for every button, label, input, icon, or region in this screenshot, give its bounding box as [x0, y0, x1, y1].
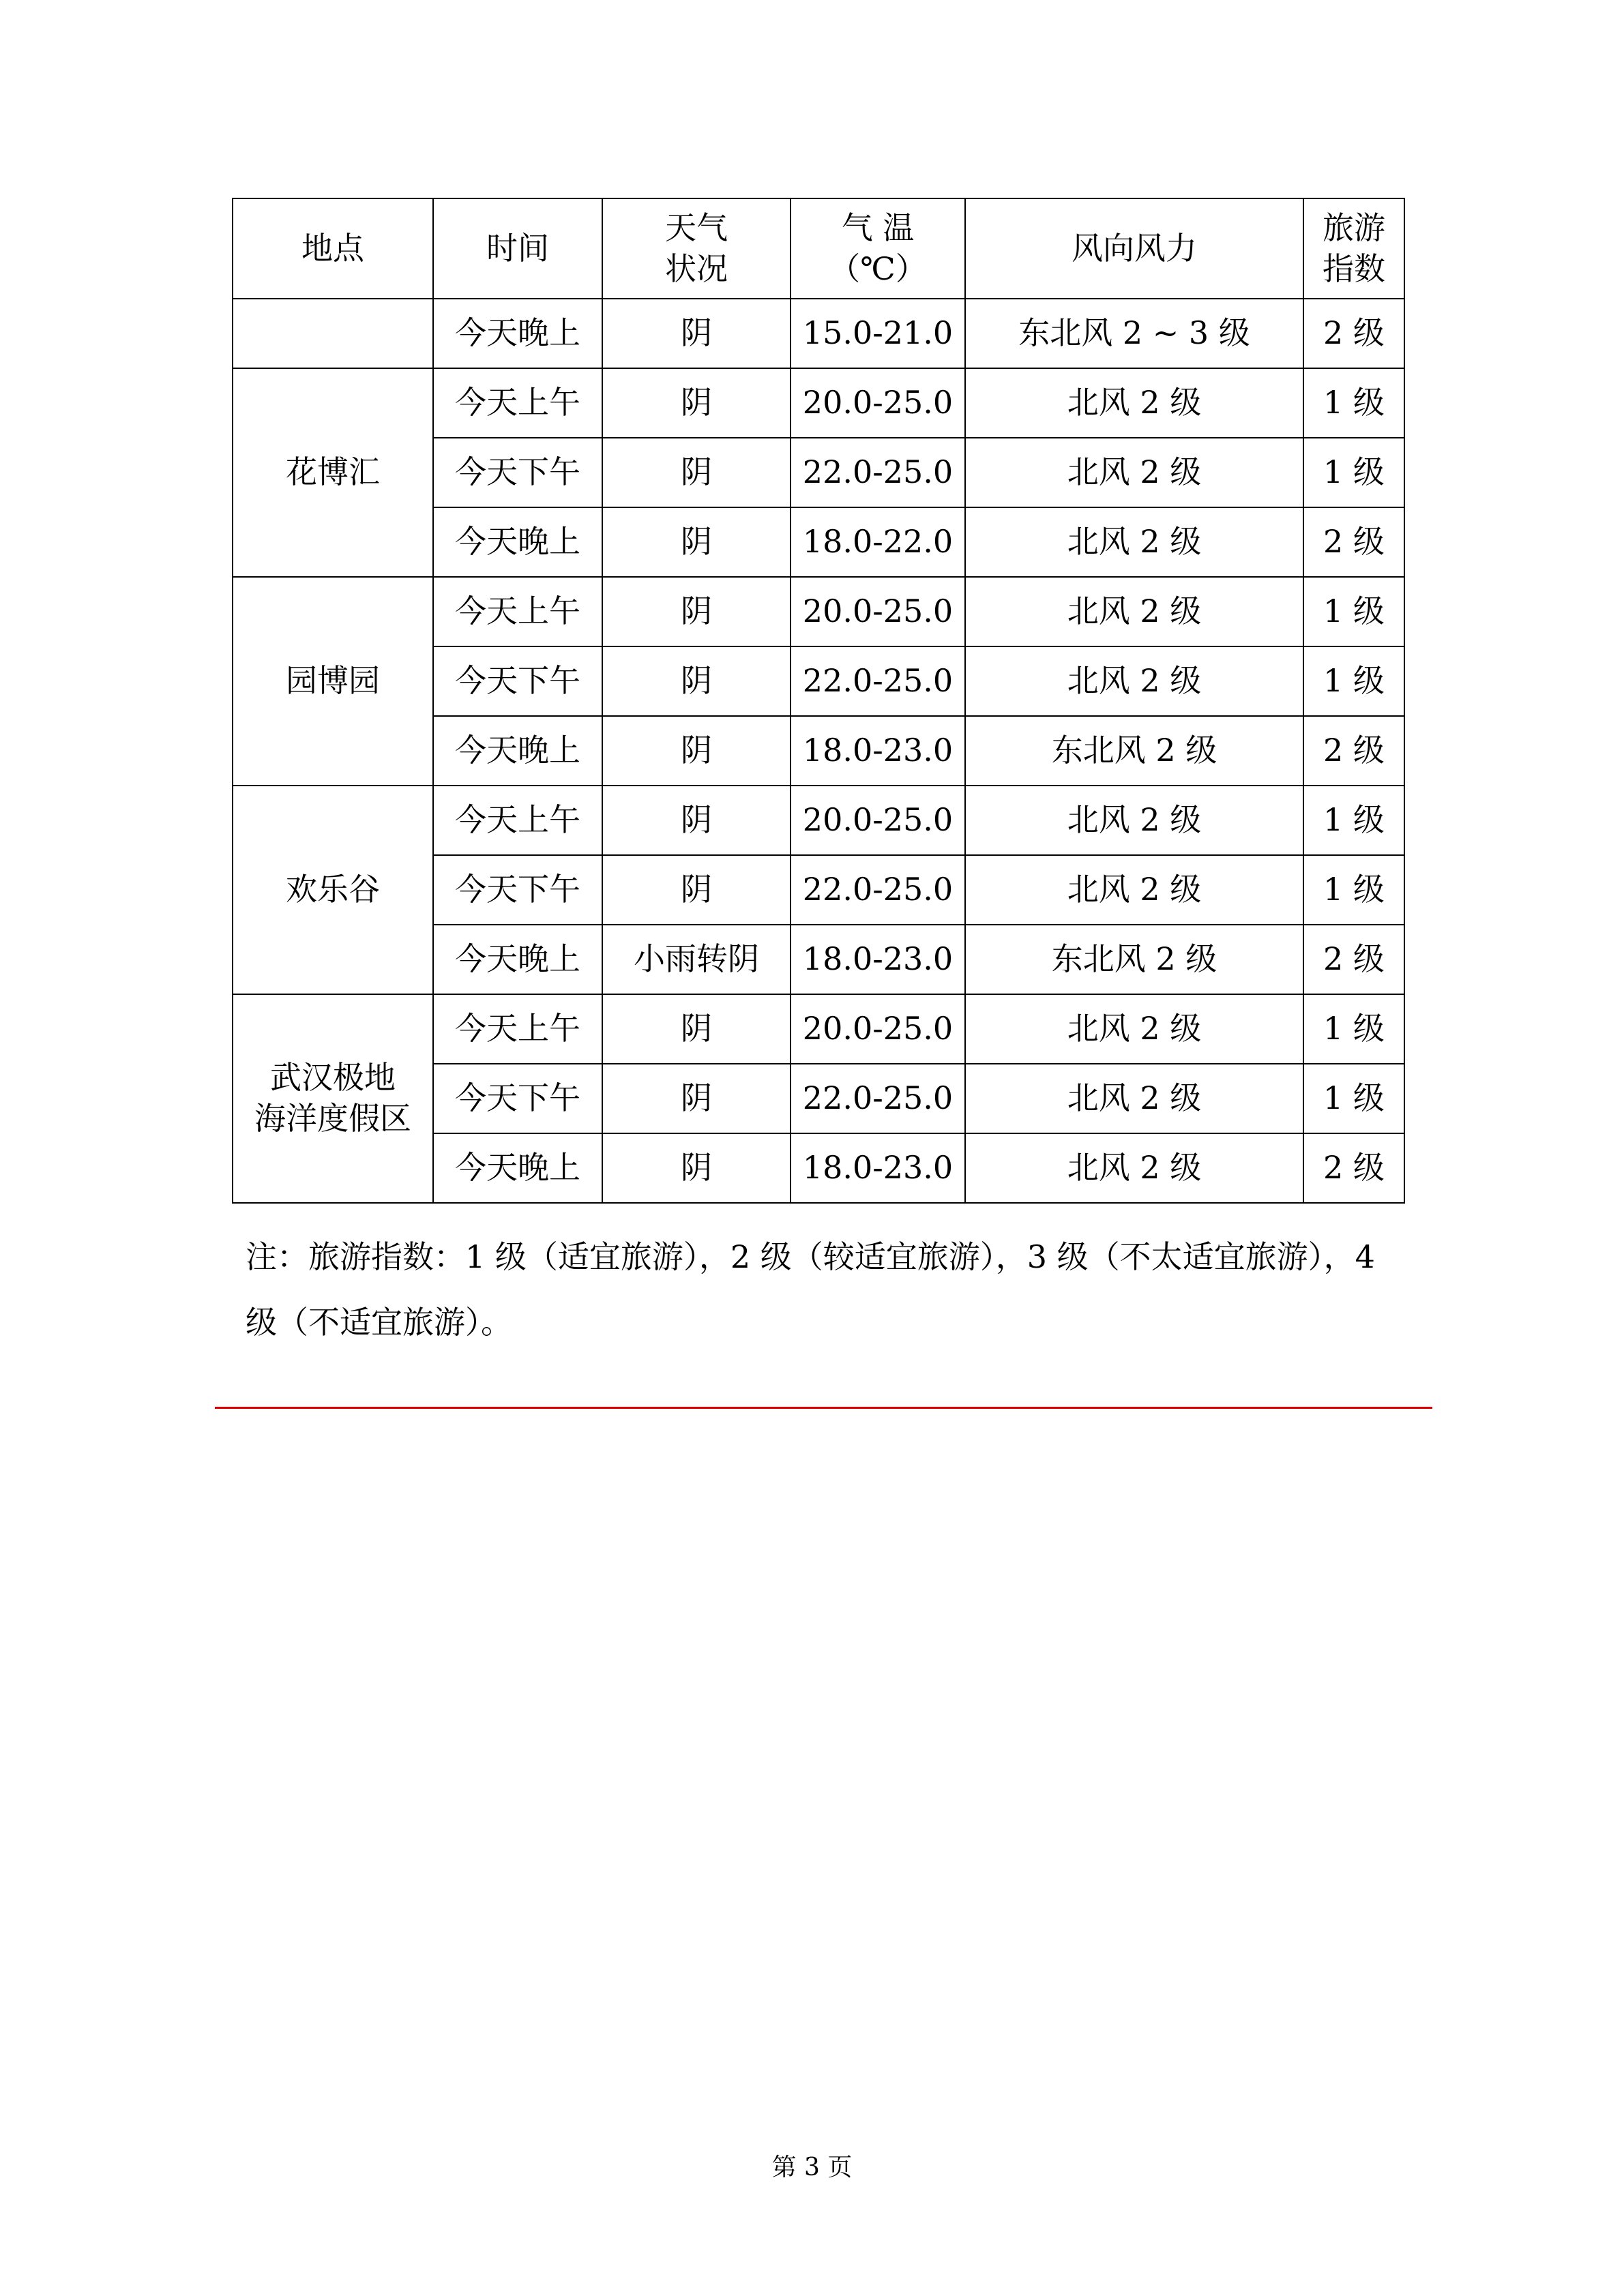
index-cell: 1 级: [1303, 368, 1404, 438]
index-cell: 2 级: [1303, 507, 1404, 577]
header-wind: 风向风力: [965, 198, 1303, 299]
weather-cell: 阴: [602, 299, 791, 368]
temperature-cell: 15.0-21.0: [791, 299, 965, 368]
header-weather: 天气 状况: [602, 198, 791, 299]
time-cell: 今天下午: [433, 855, 602, 925]
time-cell: 今天晚上: [433, 507, 602, 577]
wind-cell: 东北风 2 级: [965, 716, 1303, 786]
index-cell: 1 级: [1303, 577, 1404, 646]
index-cell: 2 级: [1303, 1133, 1404, 1203]
table-row: [233, 368, 1404, 438]
temperature-cell: 20.0-25.0: [791, 368, 965, 438]
weather-cell: 阴: [602, 368, 791, 438]
weather-cell: 阴: [602, 855, 791, 925]
table-row: [233, 994, 1404, 1064]
time-cell: 今天下午: [433, 646, 602, 716]
weather-cell: 阴: [602, 994, 791, 1064]
weather-cell: 阴: [602, 1133, 791, 1203]
temperature-cell: 18.0-22.0: [791, 507, 965, 577]
place-cell: [233, 299, 433, 368]
temperature-cell: 22.0-25.0: [791, 1064, 965, 1133]
header-place: 地点: [233, 198, 433, 299]
wind-cell: 北风 2 级: [965, 577, 1303, 646]
temperature-cell: 18.0-23.0: [791, 925, 965, 994]
temperature-cell: 18.0-23.0: [791, 716, 965, 786]
temperature-cell: 20.0-25.0: [791, 994, 965, 1064]
time-cell: 今天上午: [433, 368, 602, 438]
time-cell: 今天上午: [433, 994, 602, 1064]
place-cell: 武汉极地 海洋度假区: [233, 994, 433, 1203]
time-cell: 今天下午: [433, 438, 602, 507]
temperature-cell: 22.0-25.0: [791, 855, 965, 925]
table-row: [233, 299, 1404, 368]
weather-cell: 阴: [602, 577, 791, 646]
time-cell: 今天晚上: [433, 1133, 602, 1203]
time-cell: 今天上午: [433, 786, 602, 855]
weather-cell: 阴: [602, 646, 791, 716]
time-cell: 今天晚上: [433, 716, 602, 786]
weather-cell: 阴: [602, 507, 791, 577]
weather-cell: 阴: [602, 1064, 791, 1133]
time-cell: 今天下午: [433, 1064, 602, 1133]
wind-cell: 北风 2 级: [965, 786, 1303, 855]
weather-cell: 阴: [602, 786, 791, 855]
index-cell: 2 级: [1303, 925, 1404, 994]
wind-cell: 北风 2 级: [965, 994, 1303, 1064]
index-cell: 1 级: [1303, 1064, 1404, 1133]
wind-cell: 北风 2 级: [965, 507, 1303, 577]
wind-cell: 北风 2 级: [965, 438, 1303, 507]
temperature-cell: 18.0-23.0: [791, 1133, 965, 1203]
wind-cell: 北风 2 级: [965, 1064, 1303, 1133]
wind-cell: 北风 2 级: [965, 1133, 1303, 1203]
temperature-cell: 20.0-25.0: [791, 786, 965, 855]
red-divider-line: [215, 1407, 1432, 1409]
place-cell: 花博汇: [233, 368, 433, 577]
weather-table: [232, 198, 1405, 1204]
table-row: [233, 786, 1404, 855]
wind-cell: 北风 2 级: [965, 855, 1303, 925]
weather-cell: 阴: [602, 716, 791, 786]
travel-index-note: 注：旅游指数：1 级（适宜旅游），2 级（较适宜旅游），3 级（不太适宜旅游），4 级（不适宜旅游）。: [246, 1238, 1375, 1341]
weather-cell: 阴: [602, 438, 791, 507]
temperature-cell: 20.0-25.0: [791, 577, 965, 646]
index-cell: 1 级: [1303, 438, 1404, 507]
wind-cell: 东北风 2 ~ 3 级: [965, 299, 1303, 368]
place-cell: 园博园: [233, 577, 433, 786]
page-number: 第 3 页: [771, 2153, 853, 2181]
time-cell: 今天晚上: [433, 925, 602, 994]
index-cell: 1 级: [1303, 646, 1404, 716]
temperature-cell: 22.0-25.0: [791, 438, 965, 507]
wind-cell: 北风 2 级: [965, 646, 1303, 716]
index-cell: 2 级: [1303, 716, 1404, 786]
time-cell: 今天上午: [433, 577, 602, 646]
table-row: [233, 577, 1404, 646]
time-cell: 今天晚上: [433, 299, 602, 368]
header-time: 时间: [433, 198, 602, 299]
header-travel-index: 旅游 指数: [1303, 198, 1404, 299]
header-temperature: 气 温 （℃）: [791, 198, 965, 299]
place-cell: 欢乐谷: [233, 786, 433, 994]
table-header-row: [233, 198, 1404, 299]
temperature-cell: 22.0-25.0: [791, 646, 965, 716]
weather-cell: 小雨转阴: [602, 925, 791, 994]
wind-cell: 东北风 2 级: [965, 925, 1303, 994]
index-cell: 1 级: [1303, 855, 1404, 925]
index-cell: 1 级: [1303, 786, 1404, 855]
wind-cell: 北风 2 级: [965, 368, 1303, 438]
index-cell: 1 级: [1303, 994, 1404, 1064]
index-cell: 2 级: [1303, 299, 1404, 368]
